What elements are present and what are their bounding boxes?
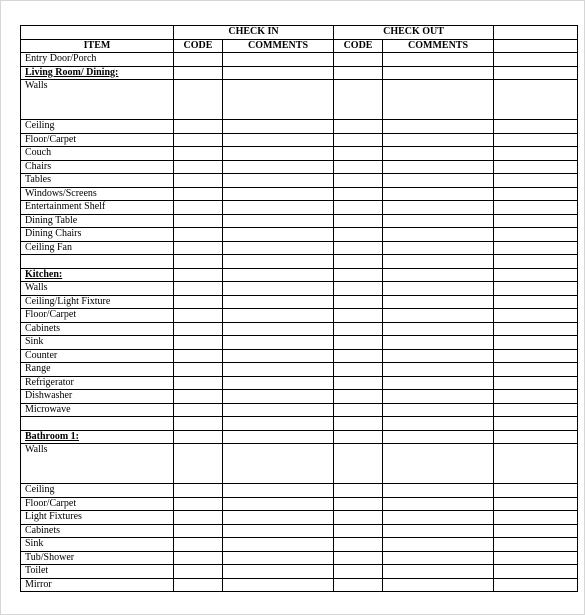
check-in-code-cell[interactable] [174, 309, 223, 323]
table-row [21, 417, 578, 431]
table-row [21, 160, 578, 174]
extra-cell[interactable] [494, 201, 578, 215]
check-out-comments-cell[interactable] [383, 538, 494, 552]
extra-cell[interactable] [494, 160, 578, 174]
header-row-columns [21, 39, 578, 53]
check-in-comments-cell[interactable] [223, 363, 334, 377]
item-label: Floor/Carpet [21, 497, 174, 511]
extra-cell[interactable] [494, 403, 578, 417]
table-row [21, 578, 578, 592]
check-in-code-cell[interactable] [174, 255, 223, 269]
item-label: Toilet [21, 565, 174, 579]
table-row [21, 363, 578, 377]
section-heading: Bathroom 1: [21, 430, 174, 444]
check-out-code-cell[interactable] [334, 497, 383, 511]
table-row [21, 403, 578, 417]
check-in-code-cell[interactable] [174, 241, 223, 255]
extra-cell[interactable] [494, 336, 578, 350]
table-row [21, 376, 578, 390]
item-label: Refrigerator [21, 376, 174, 390]
item-label: Light Fixtures [21, 511, 174, 525]
item-label: Walls [21, 80, 174, 120]
check-out-comments-cell[interactable] [383, 444, 494, 484]
item-label: Sink [21, 538, 174, 552]
check-out-comments-cell[interactable] [383, 578, 494, 592]
extra-cell[interactable] [494, 295, 578, 309]
table-row [21, 241, 578, 255]
check-out-comments-cell[interactable] [383, 403, 494, 417]
table-row [21, 336, 578, 350]
check-out-comments-cell[interactable] [383, 551, 494, 565]
item-label: Walls [21, 444, 174, 484]
check-in-comments-cell[interactable] [223, 538, 334, 552]
check-in-code-cell[interactable] [174, 538, 223, 552]
extra-cell[interactable] [494, 214, 578, 228]
item-label: Counter [21, 349, 174, 363]
extra-cell[interactable] [494, 147, 578, 161]
check-in-comments-cell[interactable] [223, 551, 334, 565]
extra-cell[interactable] [494, 228, 578, 242]
item-label: Windows/Screens [21, 187, 174, 201]
item-label: Ceiling [21, 120, 174, 134]
check-out-code-cell[interactable] [334, 66, 383, 80]
header-check-out-comments: COMMENTS [383, 39, 494, 53]
check-out-code-cell[interactable] [334, 524, 383, 538]
item-label: Ceiling Fan [21, 241, 174, 255]
check-out-code-cell[interactable] [334, 201, 383, 215]
check-out-code-cell[interactable] [334, 120, 383, 134]
check-out-comments-cell[interactable] [383, 133, 494, 147]
extra-cell[interactable] [494, 417, 578, 431]
check-out-comments-cell[interactable] [383, 363, 494, 377]
check-in-comments-cell[interactable] [223, 309, 334, 323]
check-in-code-cell[interactable] [174, 390, 223, 404]
check-in-comments-cell[interactable] [223, 497, 334, 511]
extra-cell[interactable] [494, 511, 578, 525]
check-in-code-cell[interactable] [174, 336, 223, 350]
check-in-code-cell[interactable] [174, 484, 223, 498]
check-out-comments-cell[interactable] [383, 430, 494, 444]
check-in-comments-cell[interactable] [223, 187, 334, 201]
table-row [21, 524, 578, 538]
check-in-comments-cell[interactable] [223, 578, 334, 592]
section-heading: Living Room/ Dining: [21, 66, 174, 80]
check-out-code-cell[interactable] [334, 538, 383, 552]
extra-cell[interactable] [494, 66, 578, 80]
check-in-comments-cell[interactable] [223, 403, 334, 417]
check-out-comments-cell[interactable] [383, 174, 494, 188]
check-in-comments-cell[interactable] [223, 376, 334, 390]
check-in-code-cell[interactable] [174, 80, 223, 120]
check-in-comments-cell[interactable] [223, 160, 334, 174]
check-in-code-cell[interactable] [174, 363, 223, 377]
check-out-code-cell[interactable] [334, 363, 383, 377]
item-label: Cabinets [21, 322, 174, 336]
table-row [21, 309, 578, 323]
check-in-comments-cell[interactable] [223, 268, 334, 282]
check-in-comments-cell[interactable] [223, 133, 334, 147]
check-out-comments-cell[interactable] [383, 120, 494, 134]
check-in-code-cell[interactable] [174, 551, 223, 565]
check-out-code-cell[interactable] [334, 241, 383, 255]
check-in-code-cell[interactable] [174, 214, 223, 228]
item-label: Walls [21, 282, 174, 296]
extra-cell[interactable] [494, 497, 578, 511]
check-out-comments-cell[interactable] [383, 417, 494, 431]
check-in-comments-cell[interactable] [223, 417, 334, 431]
check-out-code-cell[interactable] [334, 228, 383, 242]
item-label: Dishwasher [21, 390, 174, 404]
section-row [21, 430, 578, 444]
check-in-comments-cell[interactable] [223, 147, 334, 161]
check-in-code-cell[interactable] [174, 444, 223, 484]
extra-cell[interactable] [494, 551, 578, 565]
extra-cell[interactable] [494, 120, 578, 134]
check-in-code-cell[interactable] [174, 295, 223, 309]
check-out-comments-cell[interactable] [383, 53, 494, 67]
check-in-code-cell[interactable] [174, 322, 223, 336]
header-item: ITEM [21, 39, 174, 53]
table-row [21, 201, 578, 215]
item-label [21, 255, 174, 269]
check-out-code-cell[interactable] [334, 430, 383, 444]
table-row [21, 511, 578, 525]
item-label: Ceiling [21, 484, 174, 498]
extra-cell[interactable] [494, 538, 578, 552]
check-out-code-cell[interactable] [334, 376, 383, 390]
item-label: Dining Chairs [21, 228, 174, 242]
header-check-out-code: CODE [334, 39, 383, 53]
extra-cell[interactable] [494, 484, 578, 498]
check-in-comments-cell[interactable] [223, 511, 334, 525]
table-row [21, 444, 578, 484]
item-label: Floor/Carpet [21, 133, 174, 147]
check-out-code-cell[interactable] [334, 282, 383, 296]
table-row [21, 551, 578, 565]
check-in-comments-cell[interactable] [223, 120, 334, 134]
extra-cell[interactable] [494, 255, 578, 269]
item-label: Chairs [21, 160, 174, 174]
extra-cell[interactable] [494, 187, 578, 201]
check-out-code-cell[interactable] [334, 147, 383, 161]
check-in-comments-cell[interactable] [223, 201, 334, 215]
check-out-comments-cell[interactable] [383, 497, 494, 511]
check-in-code-cell[interactable] [174, 511, 223, 525]
check-in-code-cell[interactable] [174, 349, 223, 363]
checklist-body [21, 53, 578, 592]
table-row [21, 133, 578, 147]
check-in-code-cell[interactable] [174, 430, 223, 444]
extra-cell[interactable] [494, 309, 578, 323]
check-out-code-cell[interactable] [334, 390, 383, 404]
check-out-comments-cell[interactable] [383, 524, 494, 538]
extra-cell[interactable] [494, 524, 578, 538]
check-out-code-cell[interactable] [334, 444, 383, 484]
check-out-comments-cell[interactable] [383, 322, 494, 336]
inspection-checklist-table [20, 25, 578, 592]
item-label: Dining Table [21, 214, 174, 228]
section-row [21, 268, 578, 282]
header-extra [494, 39, 578, 53]
item-label: Couch [21, 147, 174, 161]
table-row [21, 214, 578, 228]
table-row [21, 174, 578, 188]
check-out-code-cell[interactable] [334, 551, 383, 565]
check-out-comments-cell[interactable] [383, 268, 494, 282]
table-row [21, 255, 578, 269]
check-out-code-cell[interactable] [334, 268, 383, 282]
item-label: Sink [21, 336, 174, 350]
extra-cell[interactable] [494, 565, 578, 579]
item-label: Floor/Carpet [21, 309, 174, 323]
check-in-comments-cell[interactable] [223, 255, 334, 269]
table-row [21, 322, 578, 336]
item-label: Entertainment Shelf [21, 201, 174, 215]
check-in-code-cell[interactable] [174, 268, 223, 282]
check-in-comments-cell[interactable] [223, 444, 334, 484]
check-in-comments-cell[interactable] [223, 241, 334, 255]
header-blank-item [21, 26, 174, 40]
extra-cell[interactable] [494, 376, 578, 390]
check-in-comments-cell[interactable] [223, 228, 334, 242]
check-in-code-cell[interactable] [174, 376, 223, 390]
table-row [21, 187, 578, 201]
check-out-comments-cell[interactable] [383, 214, 494, 228]
check-in-comments-cell[interactable] [223, 66, 334, 80]
table-row [21, 53, 578, 67]
check-in-code-cell[interactable] [174, 565, 223, 579]
check-out-code-cell[interactable] [334, 349, 383, 363]
check-in-comments-cell[interactable] [223, 174, 334, 188]
check-out-code-cell[interactable] [334, 187, 383, 201]
item-label: Ceiling/Light Fixture [21, 295, 174, 309]
check-in-code-cell[interactable] [174, 133, 223, 147]
check-out-comments-cell[interactable] [383, 565, 494, 579]
check-in-code-cell[interactable] [174, 174, 223, 188]
header-blank-extra [494, 26, 578, 40]
extra-cell[interactable] [494, 282, 578, 296]
check-in-code-cell[interactable] [174, 524, 223, 538]
check-out-comments-cell[interactable] [383, 255, 494, 269]
check-in-comments-cell[interactable] [223, 390, 334, 404]
check-in-comments-cell[interactable] [223, 484, 334, 498]
item-label: Microwave [21, 403, 174, 417]
check-out-code-cell[interactable] [334, 133, 383, 147]
check-out-code-cell[interactable] [334, 403, 383, 417]
table-row [21, 349, 578, 363]
extra-cell[interactable] [494, 444, 578, 484]
check-in-code-cell[interactable] [174, 417, 223, 431]
header-check-in: CHECK IN [174, 26, 334, 40]
check-out-comments-cell[interactable] [383, 484, 494, 498]
extra-cell[interactable] [494, 174, 578, 188]
table-row [21, 295, 578, 309]
section-heading: Kitchen: [21, 268, 174, 282]
check-in-comments-cell[interactable] [223, 349, 334, 363]
check-in-comments-cell[interactable] [223, 53, 334, 67]
extra-cell[interactable] [494, 578, 578, 592]
check-in-code-cell[interactable] [174, 201, 223, 215]
check-in-code-cell[interactable] [174, 160, 223, 174]
table-row [21, 565, 578, 579]
check-in-comments-cell[interactable] [223, 524, 334, 538]
table-row [21, 484, 578, 498]
check-out-comments-cell[interactable] [383, 228, 494, 242]
check-in-code-cell[interactable] [174, 120, 223, 134]
check-in-comments-cell[interactable] [223, 282, 334, 296]
check-in-comments-cell[interactable] [223, 322, 334, 336]
check-out-code-cell[interactable] [334, 255, 383, 269]
item-label: Entry Door/Porch [21, 53, 174, 67]
extra-cell[interactable] [494, 430, 578, 444]
table-row [21, 282, 578, 296]
extra-cell[interactable] [494, 268, 578, 282]
extra-cell[interactable] [494, 363, 578, 377]
header-row-groups [21, 26, 578, 40]
check-in-comments-cell[interactable] [223, 295, 334, 309]
check-in-code-cell[interactable] [174, 66, 223, 80]
check-out-code-cell[interactable] [334, 565, 383, 579]
check-in-comments-cell[interactable] [223, 336, 334, 350]
check-out-code-cell[interactable] [334, 53, 383, 67]
table-row [21, 497, 578, 511]
check-out-code-cell[interactable] [334, 336, 383, 350]
extra-cell[interactable] [494, 390, 578, 404]
check-out-comments-cell[interactable] [383, 349, 494, 363]
check-out-code-cell[interactable] [334, 80, 383, 120]
table-row [21, 120, 578, 134]
check-in-comments-cell[interactable] [223, 565, 334, 579]
check-in-comments-cell[interactable] [223, 214, 334, 228]
item-label: Mirror [21, 578, 174, 592]
check-in-comments-cell[interactable] [223, 430, 334, 444]
item-label: Tables [21, 174, 174, 188]
item-label: Tub/Shower [21, 551, 174, 565]
extra-cell[interactable] [494, 80, 578, 120]
check-out-comments-cell[interactable] [383, 282, 494, 296]
check-in-code-cell[interactable] [174, 403, 223, 417]
check-out-comments-cell[interactable] [383, 160, 494, 174]
extra-cell[interactable] [494, 349, 578, 363]
check-out-code-cell[interactable] [334, 511, 383, 525]
check-out-comments-cell[interactable] [383, 147, 494, 161]
check-out-comments-cell[interactable] [383, 80, 494, 120]
check-out-code-cell[interactable] [334, 214, 383, 228]
check-out-code-cell[interactable] [334, 295, 383, 309]
extra-cell[interactable] [494, 241, 578, 255]
check-in-code-cell[interactable] [174, 187, 223, 201]
table-row [21, 147, 578, 161]
check-in-code-cell[interactable] [174, 497, 223, 511]
check-out-comments-cell[interactable] [383, 66, 494, 80]
check-out-comments-cell[interactable] [383, 336, 494, 350]
table-row [21, 80, 578, 120]
header-check-in-code: CODE [174, 39, 223, 53]
item-label: Cabinets [21, 524, 174, 538]
section-row [21, 66, 578, 80]
check-out-comments-cell[interactable] [383, 390, 494, 404]
check-out-code-cell[interactable] [334, 417, 383, 431]
check-in-code-cell[interactable] [174, 282, 223, 296]
extra-cell[interactable] [494, 53, 578, 67]
header-check-in-comments: COMMENTS [223, 39, 334, 53]
table-row [21, 228, 578, 242]
check-out-comments-cell[interactable] [383, 241, 494, 255]
check-in-code-cell[interactable] [174, 53, 223, 67]
check-out-code-cell[interactable] [334, 160, 383, 174]
check-out-comments-cell[interactable] [383, 187, 494, 201]
check-in-code-cell[interactable] [174, 147, 223, 161]
header-check-out: CHECK OUT [334, 26, 494, 40]
check-out-code-cell[interactable] [334, 578, 383, 592]
item-label [21, 417, 174, 431]
check-out-comments-cell[interactable] [383, 376, 494, 390]
check-in-code-cell[interactable] [174, 228, 223, 242]
item-label: Range [21, 363, 174, 377]
table-row [21, 390, 578, 404]
check-out-comments-cell[interactable] [383, 309, 494, 323]
check-out-comments-cell[interactable] [383, 511, 494, 525]
check-in-code-cell[interactable] [174, 578, 223, 592]
check-out-comments-cell[interactable] [383, 295, 494, 309]
check-out-code-cell[interactable] [334, 322, 383, 336]
extra-cell[interactable] [494, 322, 578, 336]
extra-cell[interactable] [494, 133, 578, 147]
check-out-comments-cell[interactable] [383, 201, 494, 215]
check-in-comments-cell[interactable] [223, 80, 334, 120]
check-out-code-cell[interactable] [334, 174, 383, 188]
check-out-code-cell[interactable] [334, 484, 383, 498]
table-row [21, 538, 578, 552]
check-out-code-cell[interactable] [334, 309, 383, 323]
